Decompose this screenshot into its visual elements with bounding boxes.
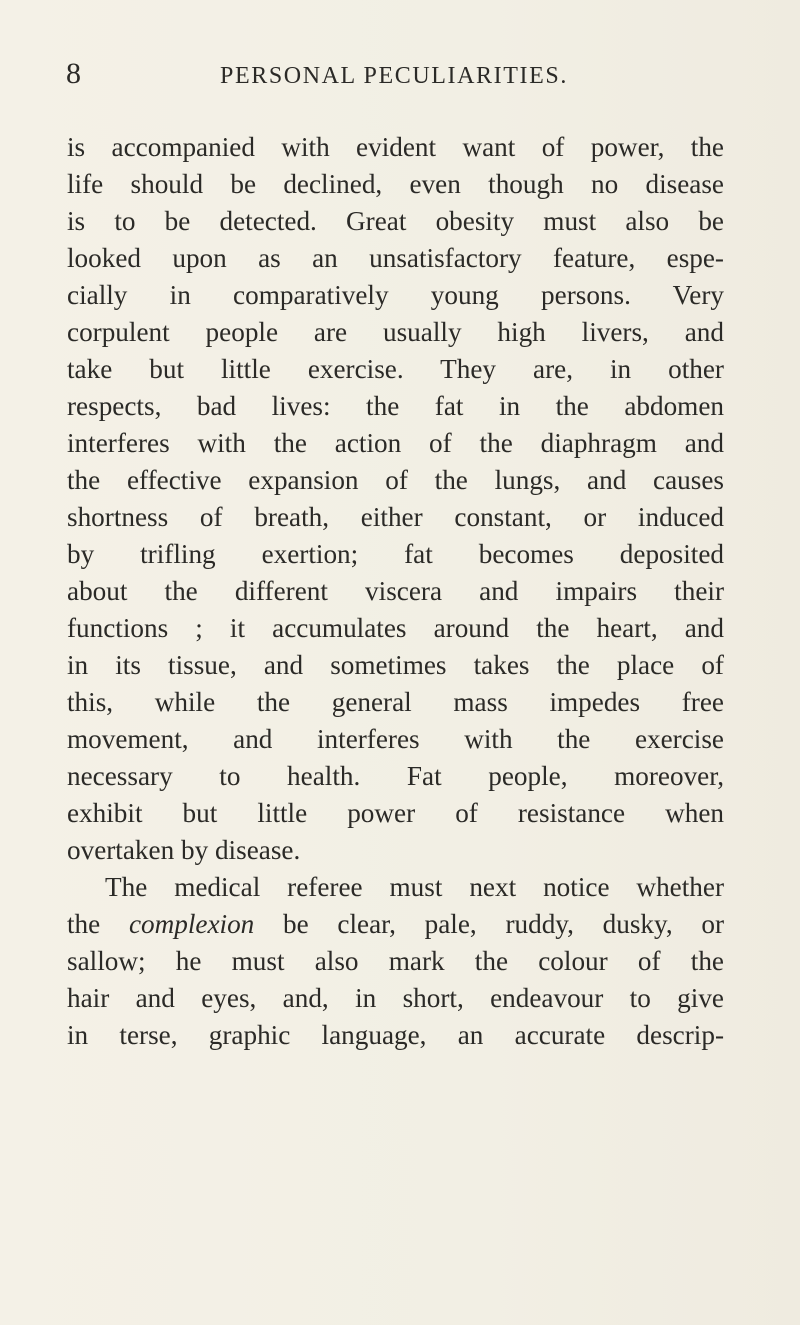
text-line: is accompanied with evident want of power, the: [67, 132, 724, 162]
italic-term: complexion: [128, 909, 255, 939]
text-line: in terse, graphic language, an accurate descrip-: [67, 1020, 724, 1050]
text-line: the effective expansion of the lungs, and causes: [67, 465, 724, 495]
text-run: the: [67, 909, 101, 939]
page-number: 8: [66, 57, 82, 90]
text-line: life should be declined, even though no disease: [67, 169, 724, 199]
text-line: about the different viscera and impairs their: [67, 576, 724, 606]
text-line: interferes with the action of the diaphragm and: [67, 428, 724, 458]
text-line: take but little exercise. They are, in other: [67, 354, 724, 384]
text-line-with-emphasis: [67, 906, 724, 943]
text-line: hair and eyes, and, in short, endeavour to give: [67, 983, 724, 1013]
text-line: sallow; he must also mark the colour of the: [67, 946, 724, 976]
text-line: exhibit but little power of resistance when: [67, 798, 724, 828]
text-line: this, while the general mass impedes free: [67, 687, 724, 717]
body-text: [67, 129, 724, 1054]
paragraph-obesity: [67, 129, 724, 869]
text-line: looked upon as an unsatisfactory feature, espe-: [67, 243, 724, 273]
text-line: is to be detected. Great obesity must also be: [67, 206, 724, 236]
text-line: functions ; it accumulates around the heart, and: [67, 613, 724, 643]
text-line: shortness of breath, either constant, or induced: [67, 502, 724, 532]
text-line: respects, bad lives: the fat in the abdomen: [67, 391, 724, 421]
text-line: cially in comparatively young persons. Very: [67, 280, 724, 310]
text-line: corpulent people are usually high livers, and: [67, 317, 724, 347]
page-header: [0, 54, 800, 94]
text-line: overtaken by disease.: [67, 835, 301, 865]
running-head: PERSONAL PECULIARITIES.: [220, 63, 568, 89]
text-line: by trifling exertion; fat becomes deposited: [67, 539, 724, 569]
text-line: The medical referee must next notice whether: [105, 872, 724, 902]
text-line: necessary to health. Fat people, moreover,: [67, 761, 724, 791]
text-line: in its tissue, and sometimes takes the place of: [67, 650, 724, 680]
text-run: be clear, pale, ruddy, dusky, or: [283, 909, 724, 939]
paragraph-complexion: [67, 869, 724, 1054]
text-line: movement, and interferes with the exercise: [67, 724, 724, 754]
